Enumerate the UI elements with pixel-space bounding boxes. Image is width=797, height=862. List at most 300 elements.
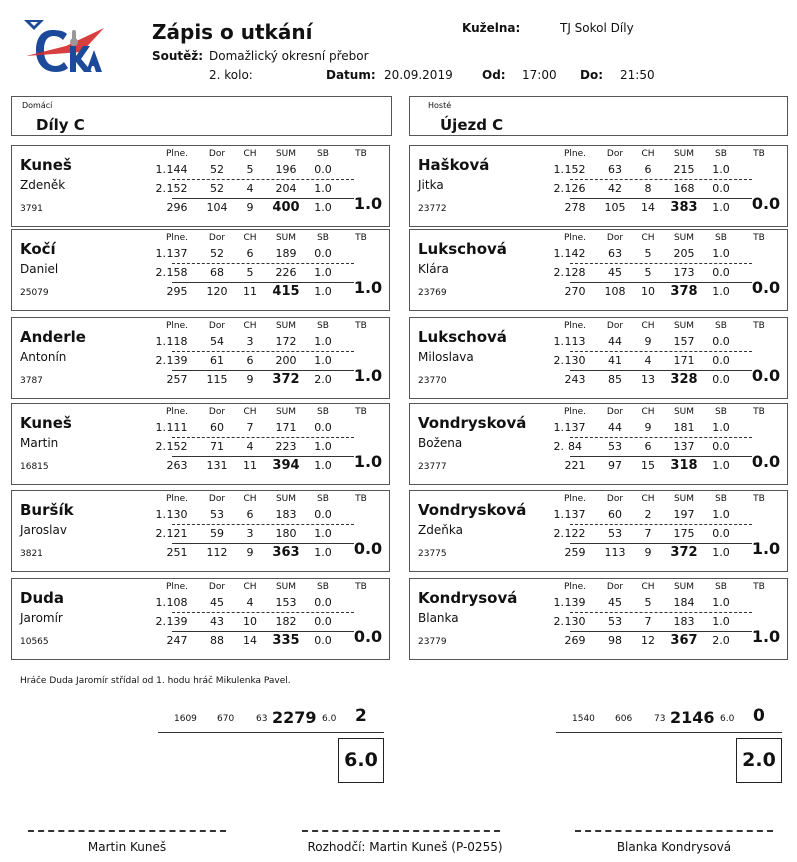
score-cell: 44 [608, 421, 622, 434]
total-cell: 251 [166, 546, 188, 559]
row-number: 2. [155, 354, 166, 367]
total-cell: 104 [206, 201, 228, 214]
player-firstname: Jaroslav [20, 523, 67, 537]
home-player-card [11, 490, 390, 572]
total-cell: 97 [608, 459, 622, 472]
column-header: TB [753, 321, 765, 331]
score-cell: 111 [166, 421, 188, 434]
total-divider [570, 631, 752, 632]
score-cell: 63 [608, 247, 622, 260]
score-cell: 180 [275, 527, 297, 540]
column-header: Dor [606, 149, 624, 159]
team-point: 0.0 [751, 366, 781, 385]
column-header: SB [317, 494, 329, 504]
score-cell: 8 [644, 182, 652, 195]
column-header: Plne. [563, 321, 587, 331]
team-point: 1.0 [353, 452, 383, 471]
away-player-card [409, 145, 788, 227]
row-divider [172, 612, 354, 613]
column-header: TB [355, 407, 367, 417]
score-cell: 6 [644, 440, 652, 453]
away-player-card [409, 490, 788, 572]
column-header: SB [317, 149, 329, 159]
column-header: SB [715, 321, 727, 331]
total-cell: 9 [246, 546, 254, 559]
home-player-card [11, 578, 390, 660]
team-point: 0.0 [751, 452, 781, 471]
score-cell: 137 [564, 421, 586, 434]
home-match-points: 6.0 [338, 738, 384, 783]
column-header: CH [641, 407, 655, 417]
score-cell: 4 [246, 182, 254, 195]
total-cell: 0.0 [712, 373, 730, 386]
team-point: 1.0 [353, 366, 383, 385]
away-label: Hosté [428, 101, 452, 110]
player-surname: Lukschová [418, 328, 507, 346]
score-cell: 128 [564, 266, 586, 279]
score-cell: 137 [564, 508, 586, 521]
player-surname: Lukschová [418, 240, 507, 258]
score-cell: 184 [673, 596, 695, 609]
score-cell: 157 [673, 335, 695, 348]
column-header: SUM [275, 149, 297, 159]
score-cell: 215 [673, 163, 695, 176]
total-cell: 295 [166, 285, 188, 298]
player-firstname: Antonín [20, 350, 67, 364]
column-header: CH [243, 233, 257, 243]
row-divider [172, 263, 354, 264]
total-divider [570, 543, 752, 544]
player-firstname: Zdeňka [418, 523, 463, 537]
total-cell: 9 [246, 373, 254, 386]
score-cell: 4 [246, 440, 254, 453]
total-cell: 1.0 [712, 459, 730, 472]
score-cell: 158 [166, 266, 188, 279]
score-cell: 226 [275, 266, 297, 279]
total-cell: 247 [166, 634, 188, 647]
away-total-line [556, 732, 782, 733]
total-cell: 0.0 [314, 634, 332, 647]
home-total-ch: 63 [256, 714, 268, 724]
column-header: CH [641, 494, 655, 504]
page-title: Zápis o utkání [152, 20, 313, 44]
row-number: 2. [553, 615, 564, 628]
player-firstname: Zdeněk [20, 178, 66, 192]
column-header: Dor [208, 321, 226, 331]
score-cell: 175 [673, 527, 695, 540]
score-cell: 200 [275, 354, 297, 367]
total-cell: 14 [243, 634, 257, 647]
score-cell: 5 [246, 163, 254, 176]
column-header: Plne. [563, 582, 587, 592]
score-cell: 0.0 [712, 527, 730, 540]
player-registration-id: 3787 [20, 376, 43, 386]
player-surname: Vondrysková [418, 501, 527, 519]
player-surname: Buršík [20, 501, 74, 519]
score-cell: 45 [210, 596, 224, 609]
score-cell: 181 [673, 421, 695, 434]
row-divider [172, 524, 354, 525]
score-cell: 45 [608, 266, 622, 279]
away-player-card [409, 403, 788, 485]
row-divider [570, 524, 752, 525]
score-cell: 9 [644, 335, 652, 348]
away-player-card [409, 317, 788, 399]
score-cell: 71 [210, 440, 224, 453]
total-cell: 378 [670, 284, 698, 299]
home-total-sum: 2279 [272, 708, 317, 727]
total-cell: 1.0 [314, 459, 332, 472]
score-cell: 1.0 [314, 527, 332, 540]
total-cell: 9 [644, 546, 652, 559]
score-cell: 130 [564, 615, 586, 628]
row-number: 1. [155, 163, 166, 176]
column-header: CH [641, 321, 655, 331]
player-registration-id: 25079 [20, 288, 49, 298]
score-cell: 153 [275, 596, 297, 609]
column-header: SB [715, 407, 727, 417]
total-cell: 1.0 [314, 285, 332, 298]
score-cell: 3 [246, 527, 254, 540]
total-cell: 112 [206, 546, 228, 559]
player-firstname: Klára [418, 262, 449, 276]
total-cell: 296 [166, 201, 188, 214]
player-registration-id: 23779 [418, 637, 447, 647]
score-cell: 84 [568, 440, 582, 453]
row-number: 2. [553, 182, 564, 195]
total-cell: 269 [564, 634, 586, 647]
score-cell: 68 [210, 266, 224, 279]
away-total-tb: 0 [753, 706, 765, 726]
date-value: 20.09.2019 [384, 68, 453, 82]
score-cell: 1.0 [314, 354, 332, 367]
score-cell: 52 [210, 163, 224, 176]
column-header: SB [317, 407, 329, 417]
row-number: 1. [155, 421, 166, 434]
score-cell: 5 [246, 266, 254, 279]
score-cell: 205 [673, 247, 695, 260]
score-cell: 4 [644, 354, 652, 367]
column-header: TB [355, 494, 367, 504]
total-divider [172, 543, 354, 544]
score-cell: 0.0 [712, 266, 730, 279]
column-header: Dor [606, 233, 624, 243]
player-surname: Duda [20, 589, 64, 607]
team-point: 0.0 [353, 627, 383, 646]
total-cell: 11 [243, 285, 257, 298]
referee-signature-line [302, 830, 500, 832]
total-cell: 108 [604, 285, 626, 298]
player-firstname: Božena [418, 436, 463, 450]
row-number: 1. [155, 335, 166, 348]
score-cell: 122 [564, 527, 586, 540]
total-cell: 328 [670, 372, 698, 387]
total-divider [570, 370, 752, 371]
score-cell: 183 [673, 615, 695, 628]
score-cell: 139 [564, 596, 586, 609]
team-point: 0.0 [751, 194, 781, 213]
player-registration-id: 23775 [418, 549, 447, 559]
column-header: SB [715, 233, 727, 243]
score-cell: 0.0 [712, 440, 730, 453]
score-cell: 126 [564, 182, 586, 195]
total-cell: 15 [641, 459, 655, 472]
away-total-dor: 606 [615, 714, 633, 724]
score-cell: 0.0 [712, 335, 730, 348]
away-total-sum: 2146 [670, 708, 715, 727]
total-cell: 11 [243, 459, 257, 472]
total-cell: 9 [246, 201, 254, 214]
total-cell: 115 [206, 373, 228, 386]
from-label: Od: [482, 68, 506, 82]
player-registration-id: 16815 [20, 462, 49, 472]
total-divider [172, 631, 354, 632]
column-header: Plne. [563, 149, 587, 159]
home-player-card [11, 145, 390, 227]
home-team-name: Díly C [36, 116, 85, 134]
score-cell: 41 [608, 354, 622, 367]
score-cell: 171 [673, 354, 695, 367]
column-header: SUM [673, 321, 695, 331]
away-player-card [409, 229, 788, 311]
score-cell: 0.0 [314, 615, 332, 628]
score-cell: 9 [644, 421, 652, 434]
score-cell: 152 [166, 182, 188, 195]
total-cell: 270 [564, 285, 586, 298]
score-cell: 130 [166, 508, 188, 521]
total-cell: 10 [641, 285, 655, 298]
score-cell: 139 [166, 615, 188, 628]
away-team-header [409, 96, 788, 136]
row-divider [172, 179, 354, 180]
score-cell: 137 [166, 247, 188, 260]
row-number: 2. [155, 615, 166, 628]
total-cell: 12 [641, 634, 655, 647]
column-header: Plne. [563, 233, 587, 243]
column-header: Plne. [165, 582, 189, 592]
total-cell: 1.0 [712, 285, 730, 298]
row-divider [570, 612, 752, 613]
score-cell: 3 [246, 335, 254, 348]
score-cell: 121 [166, 527, 188, 540]
column-header: CH [641, 149, 655, 159]
score-cell: 44 [608, 335, 622, 348]
column-header: SB [715, 494, 727, 504]
team-point: 1.0 [353, 194, 383, 213]
score-cell: 172 [275, 335, 297, 348]
home-total-sb: 6.0 [322, 714, 337, 724]
team-point: 1.0 [751, 627, 781, 646]
total-cell: 13 [641, 373, 655, 386]
column-header: Dor [208, 149, 226, 159]
row-number: 2. [155, 182, 166, 195]
total-cell: 367 [670, 633, 698, 648]
player-firstname: Martin [20, 436, 59, 450]
column-header: TB [355, 149, 367, 159]
score-cell: 2 [644, 508, 652, 521]
total-cell: 2.0 [712, 634, 730, 647]
home-total-line [158, 732, 384, 733]
to-value: 21:50 [620, 68, 655, 82]
away-total-sb: 6.0 [720, 714, 735, 724]
row-number: 1. [553, 508, 564, 521]
player-firstname: Jitka [418, 178, 444, 192]
column-header: SUM [275, 494, 297, 504]
row-number: 2. [155, 527, 166, 540]
score-cell: 118 [166, 335, 188, 348]
total-cell: 113 [604, 546, 626, 559]
column-header: SUM [673, 494, 695, 504]
away-total-plne: 1540 [572, 714, 595, 724]
home-team-header [11, 96, 392, 136]
column-header: CH [641, 582, 655, 592]
total-cell: 1.0 [712, 546, 730, 559]
score-cell: 53 [210, 508, 224, 521]
team-point: 1.0 [353, 278, 383, 297]
away-player-card [409, 578, 788, 660]
score-cell: 173 [673, 266, 695, 279]
score-cell: 6 [644, 163, 652, 176]
score-cell: 168 [673, 182, 695, 195]
away-captain-name: Blanka Kondrysová [616, 840, 732, 854]
row-number: 2. [553, 266, 564, 279]
home-total-plne: 1609 [174, 714, 197, 724]
team-point: 1.0 [751, 539, 781, 558]
score-cell: 137 [673, 440, 695, 453]
column-header: Dor [606, 321, 624, 331]
total-cell: 14 [641, 201, 655, 214]
column-header: SB [715, 582, 727, 592]
column-header: SUM [673, 149, 695, 159]
row-number: 1. [155, 596, 166, 609]
row-divider [172, 351, 354, 352]
player-surname: Hašková [418, 156, 490, 174]
column-header: TB [355, 321, 367, 331]
column-header: CH [243, 149, 257, 159]
team-point: 0.0 [751, 278, 781, 297]
player-firstname: Blanka [418, 611, 459, 625]
player-registration-id: 3791 [20, 204, 43, 214]
total-divider [570, 282, 752, 283]
score-cell: 139 [166, 354, 188, 367]
venue-value: TJ Sokol Díly [560, 21, 634, 35]
away-team-name: Újezd C [440, 116, 504, 134]
score-cell: 0.0 [314, 596, 332, 609]
total-cell: 394 [272, 458, 300, 473]
score-cell: 152 [564, 163, 586, 176]
column-header: SUM [275, 407, 297, 417]
row-divider [570, 437, 752, 438]
row-number: 2. [155, 266, 166, 279]
home-player-card [11, 229, 390, 311]
score-cell: 7 [644, 615, 652, 628]
total-cell: 221 [564, 459, 586, 472]
score-cell: 223 [275, 440, 297, 453]
player-surname: Anderle [20, 328, 86, 346]
column-header: Plne. [165, 407, 189, 417]
total-divider [172, 456, 354, 457]
round-label: 2. kolo: [209, 68, 253, 82]
column-header: SUM [673, 582, 695, 592]
column-header: SUM [673, 233, 695, 243]
row-number: 1. [155, 247, 166, 260]
total-cell: 400 [272, 200, 300, 215]
column-header: SB [317, 582, 329, 592]
column-header: Dor [606, 582, 624, 592]
column-header: TB [753, 582, 765, 592]
column-header: CH [243, 407, 257, 417]
score-cell: 6 [246, 508, 254, 521]
score-cell: 59 [210, 527, 224, 540]
score-cell: 4 [246, 596, 254, 609]
player-surname: Kuneš [20, 414, 72, 432]
score-cell: 196 [275, 163, 297, 176]
total-divider [570, 456, 752, 457]
score-cell: 42 [608, 182, 622, 195]
total-divider [172, 282, 354, 283]
total-cell: 105 [604, 201, 626, 214]
column-header: SUM [673, 407, 695, 417]
venue-label: Kuželna: [462, 21, 521, 35]
column-header: Dor [208, 494, 226, 504]
score-cell: 54 [210, 335, 224, 348]
player-registration-id: 23770 [418, 376, 447, 386]
column-header: SB [317, 233, 329, 243]
total-cell: 1.0 [712, 201, 730, 214]
away-match-points: 2.0 [736, 738, 782, 783]
score-cell: 63 [608, 163, 622, 176]
score-cell: 7 [246, 421, 254, 434]
column-header: TB [753, 494, 765, 504]
from-value: 17:00 [522, 68, 557, 82]
score-cell: 61 [210, 354, 224, 367]
score-cell: 142 [564, 247, 586, 260]
score-cell: 60 [608, 508, 622, 521]
column-header: Plne. [563, 407, 587, 417]
total-cell: 85 [608, 373, 622, 386]
home-total-dor: 670 [217, 714, 235, 724]
total-divider [172, 370, 354, 371]
score-cell: 204 [275, 182, 297, 195]
score-cell: 5 [644, 247, 652, 260]
total-cell: 98 [608, 634, 622, 647]
column-header: SUM [275, 233, 297, 243]
score-cell: 53 [608, 615, 622, 628]
column-header: TB [355, 582, 367, 592]
total-cell: 363 [272, 545, 300, 560]
total-cell: 278 [564, 201, 586, 214]
player-registration-id: 23777 [418, 462, 447, 472]
team-point: 0.0 [353, 539, 383, 558]
total-cell: 243 [564, 373, 586, 386]
home-signature-line [28, 830, 226, 832]
total-divider [172, 198, 354, 199]
score-cell: 0.0 [314, 163, 332, 176]
total-cell: 1.0 [314, 546, 332, 559]
total-cell: 88 [210, 634, 224, 647]
player-surname: Kočí [20, 240, 56, 258]
column-header: Plne. [165, 321, 189, 331]
score-cell: 183 [275, 508, 297, 521]
competition-label: Soutěž: [152, 49, 204, 63]
player-registration-id: 3821 [20, 549, 43, 559]
home-player-card [11, 317, 390, 399]
player-surname: Vondrysková [418, 414, 527, 432]
total-cell: 2.0 [314, 373, 332, 386]
column-header: CH [243, 494, 257, 504]
score-cell: 0.0 [314, 421, 332, 434]
row-number: 1. [553, 163, 564, 176]
